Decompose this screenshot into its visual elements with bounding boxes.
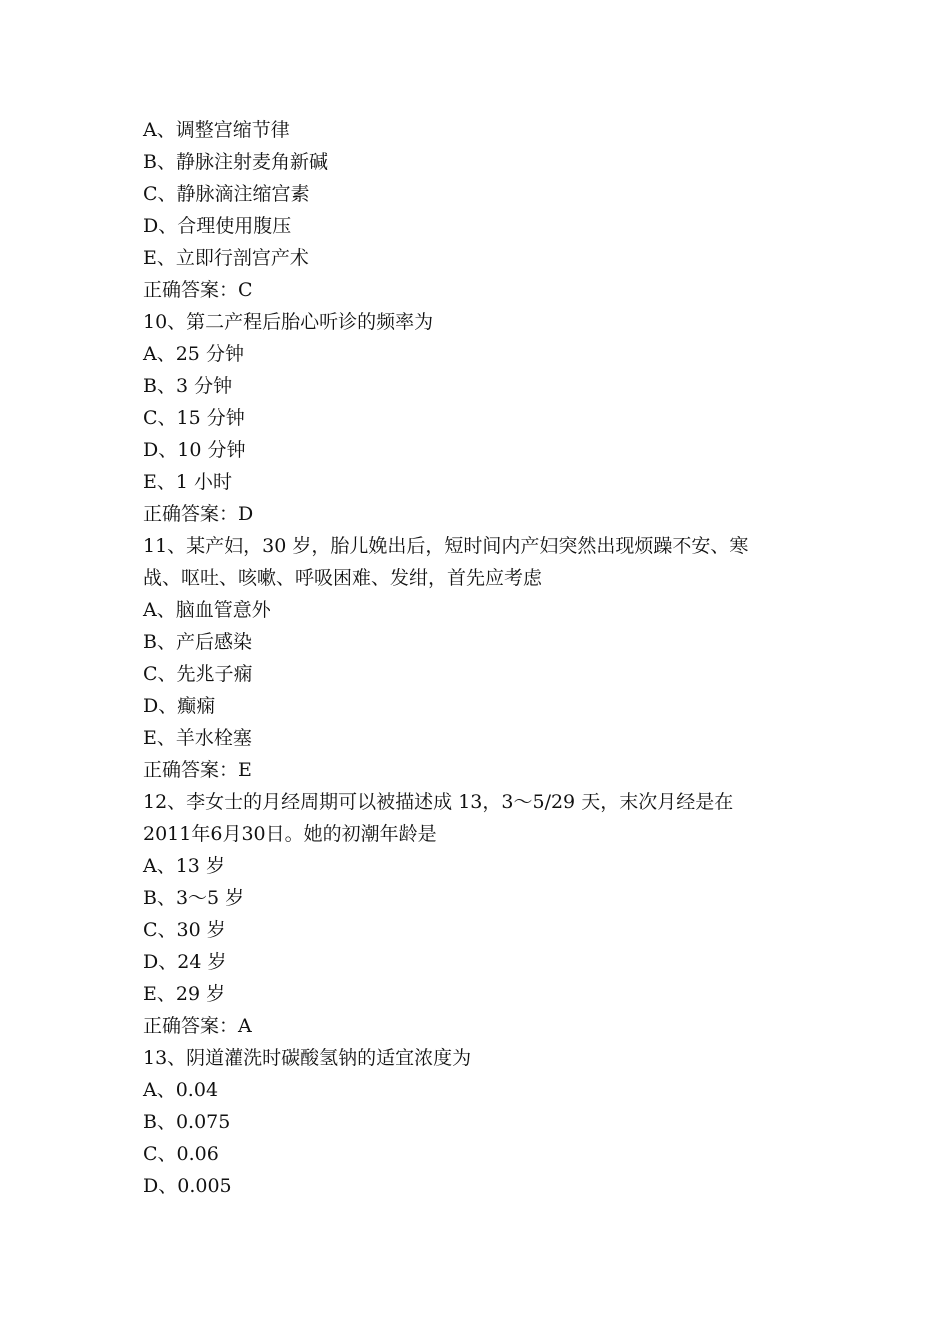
option-line: C、0.06 (143, 1143, 219, 1165)
answer-line: 正确答案：E (143, 759, 252, 781)
option-line: E、1 小时 (143, 471, 232, 493)
question-line: 12、李女士的月经周期可以被描述成 13，3～5/29 天，末次月经是在 (143, 791, 734, 813)
question-continuation-line: 2011年6月30日。她的初潮年龄是 (143, 823, 437, 845)
option-line: D、0.005 (143, 1175, 232, 1197)
option-line: B、静脉注射麦角新碱 (143, 151, 328, 173)
answer-line: 正确答案：D (143, 503, 254, 525)
question-line: 13、阴道灌洗时碳酸氢钠的适宜浓度为 (143, 1047, 472, 1069)
option-line: B、3 分钟 (143, 375, 233, 397)
option-line: A、脑血管意外 (143, 599, 271, 621)
option-line: C、先兆子痫 (143, 663, 253, 685)
option-line: D、合理使用腹压 (143, 215, 292, 237)
option-line: D、癫痫 (143, 695, 216, 717)
question-line: 11、某产妇，30 岁，胎儿娩出后，短时间内产妇突然出现烦躁不安、寒 (143, 535, 749, 557)
option-line: E、羊水栓塞 (143, 727, 252, 749)
option-line: C、15 分钟 (143, 407, 245, 429)
option-line: C、静脉滴注缩宫素 (143, 183, 310, 205)
option-line: E、立即行剖宫产术 (143, 247, 309, 269)
question-line: 10、第二产程后胎心听诊的频率为 (143, 311, 434, 333)
option-line: D、24 岁 (143, 951, 227, 973)
option-line: A、13 岁 (143, 855, 225, 877)
option-line: E、29 岁 (143, 983, 226, 1005)
option-line: B、3～5 岁 (143, 887, 245, 909)
option-line: B、产后感染 (143, 631, 252, 653)
question-continuation-line: 战、呕吐、咳嗽、呼吸困难、发绀，首先应考虑 (143, 567, 543, 589)
option-line: A、调整宫缩节律 (143, 119, 290, 141)
page-content (143, 114, 818, 1202)
option-line: B、0.075 (143, 1111, 231, 1133)
option-line: C、30 岁 (143, 919, 226, 941)
option-line: A、0.04 (143, 1079, 219, 1101)
option-line: A、25 分钟 (143, 343, 244, 365)
answer-line: 正确答案：A (143, 1015, 252, 1037)
answer-line: 正确答案：C (143, 279, 253, 301)
option-line: D、10 分钟 (143, 439, 246, 461)
